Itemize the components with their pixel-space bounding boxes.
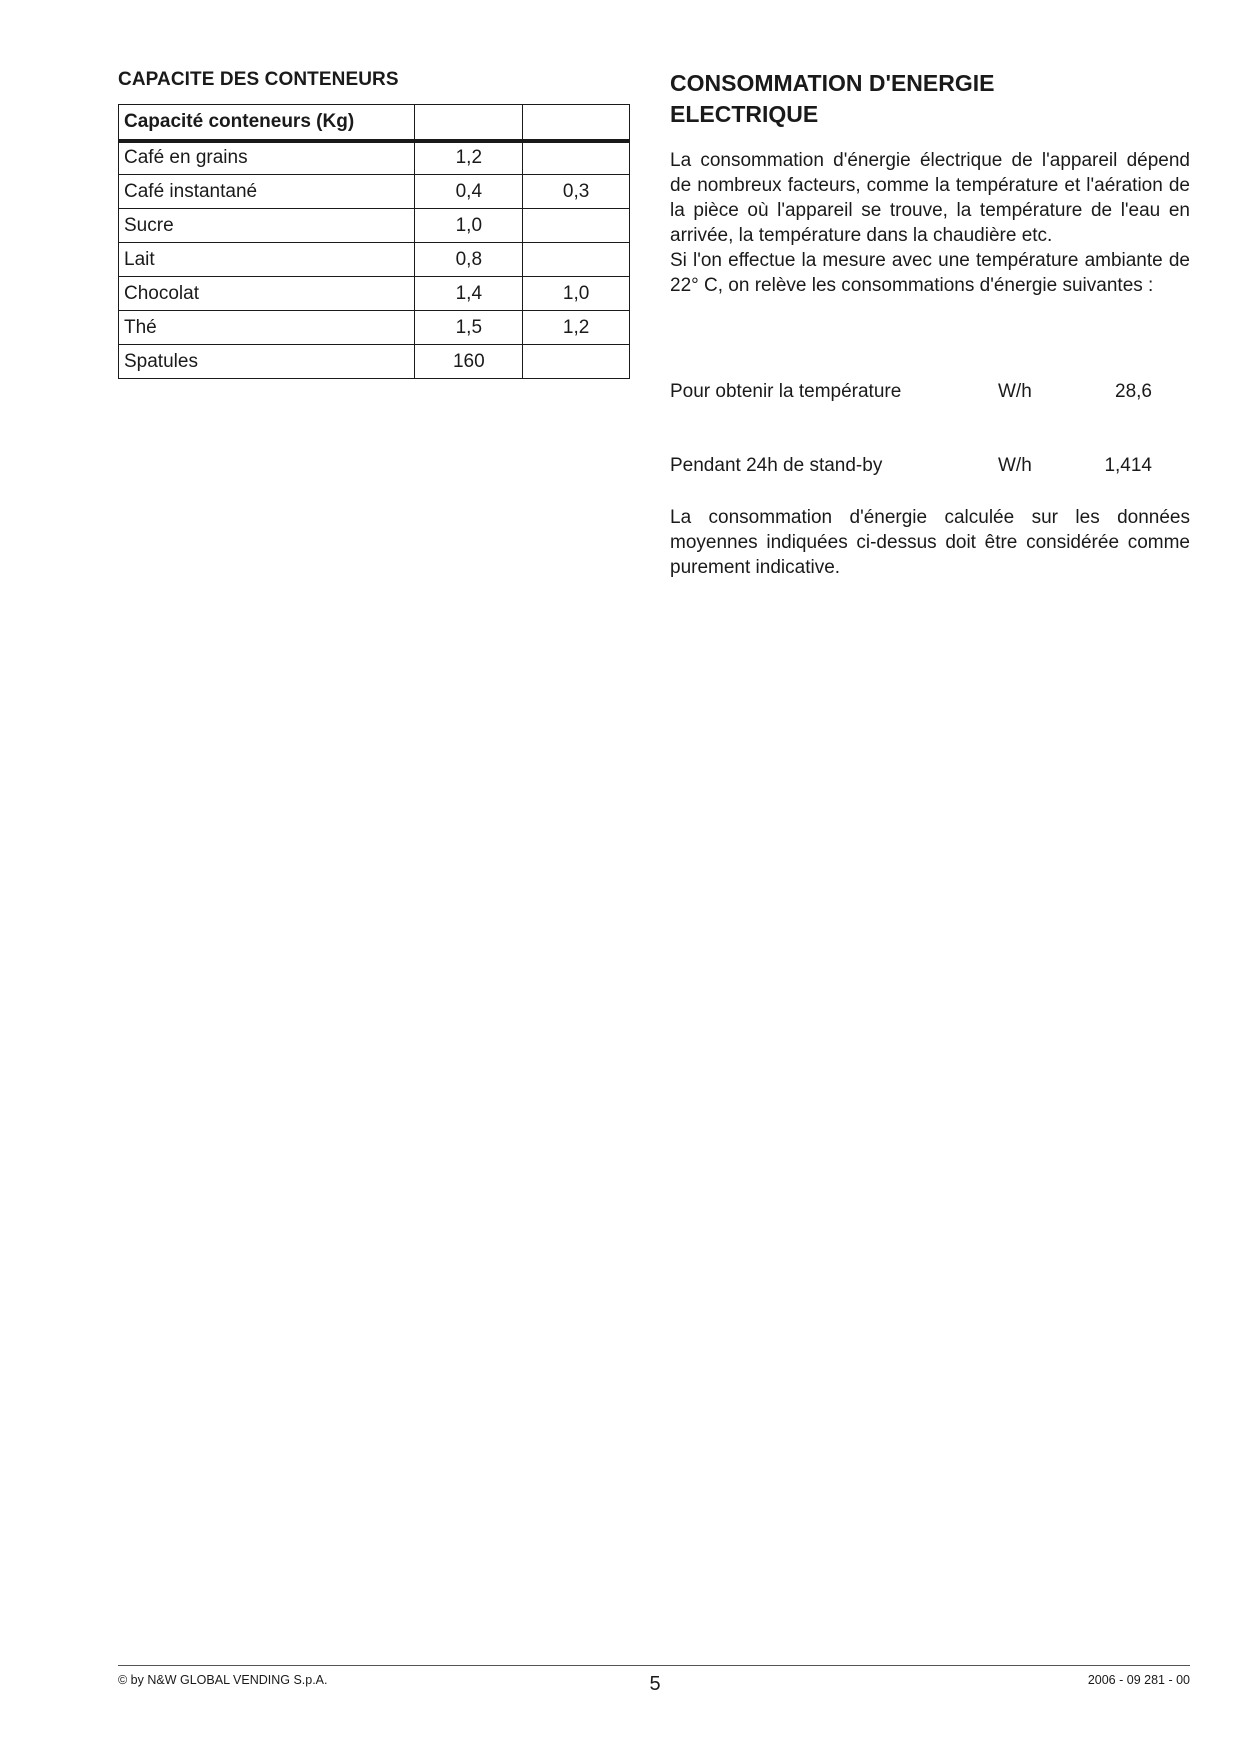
measurement-unit: W/h (998, 455, 1032, 476)
table-cell-value: 0,8 (415, 243, 523, 277)
capacity-section (118, 66, 630, 372)
table-header-cell: Capacité conteneurs (Kg) (119, 105, 415, 141)
document-code: 2006 - 09 281 - 00 (1087, 1673, 1190, 1687)
table-cell-value-alt: 1,2 (523, 311, 630, 345)
measurement-row (670, 453, 1190, 478)
table-row (119, 311, 630, 345)
table-cell-item: Thé (119, 311, 415, 345)
table-cell-value-alt: 0,3 (523, 175, 630, 209)
table-cell-item: Sucre (119, 209, 415, 243)
table-header-cell (415, 105, 523, 141)
table-row (119, 277, 630, 311)
table-cell-item: Café en grains (119, 141, 415, 175)
energy-paragraph: La consommation d'énergie électrique de l'appareil dépend de nombreux facteurs, comme la température et l'aération de la pièce où l'appareil se trouve, la température de l'eau en arrivée, la température dans la chaudière etc. (670, 150, 1190, 246)
table-cell-value-alt (523, 345, 630, 379)
table-cell-value: 1,5 (415, 311, 523, 345)
measurement-value: 1,414 (1104, 455, 1152, 476)
table-header-cell (523, 105, 630, 141)
energy-intro (670, 148, 1190, 298)
table-cell-value-alt: 1,0 (523, 277, 630, 311)
table-cell-value-alt (523, 209, 630, 243)
table-cell-value: 1,2 (415, 141, 523, 175)
table-cell-item: Lait (119, 243, 415, 277)
footer-divider (118, 1665, 1190, 1666)
capacity-title: CAPACITE DES CONTENEURS (118, 69, 399, 90)
energy-paragraph-measure-conditions: Si l'on effectue la mesure avec une température ambiante de 22° C, on relève les consommations d'énergie suivantes : (670, 250, 1190, 296)
table-row (119, 141, 630, 175)
table-header-row (119, 105, 630, 141)
capacity-table (118, 104, 630, 379)
table-cell-item: Spatules (119, 345, 415, 379)
footer-copyright: © by N&W GLOBAL VENDING S.p.A. (118, 1673, 328, 1687)
energy-section (670, 68, 1190, 578)
table-cell-value: 0,4 (415, 175, 523, 209)
table-cell-value: 1,4 (415, 277, 523, 311)
energy-title: CONSOMMATION D'ENERGIE ELECTRIQUE (670, 70, 995, 127)
table-row (119, 243, 630, 277)
table-cell-value-alt (523, 141, 630, 175)
measurement-row (670, 379, 1190, 404)
table-cell-value: 1,0 (415, 209, 523, 243)
measurement-value: 28,6 (1115, 381, 1152, 402)
table-row (119, 345, 630, 379)
measurement-label: Pour obtenir la température (670, 381, 902, 402)
measurement-label: Pendant 24h de stand-by (670, 455, 883, 476)
measurement-unit: W/h (998, 381, 1032, 402)
energy-disclaimer: La consommation d'énergie calculée sur les données moyennes indiquées ci-dessus doit être considérée comme purement indicative. (670, 507, 1190, 578)
page-number: 5 (649, 1673, 661, 1695)
table-cell-value-alt (523, 243, 630, 277)
table-cell-item: Café instantané (119, 175, 415, 209)
table-cell-item: Chocolat (119, 277, 415, 311)
table-cell-value: 160 (415, 345, 523, 379)
table-row (119, 209, 630, 243)
table-row (119, 175, 630, 209)
